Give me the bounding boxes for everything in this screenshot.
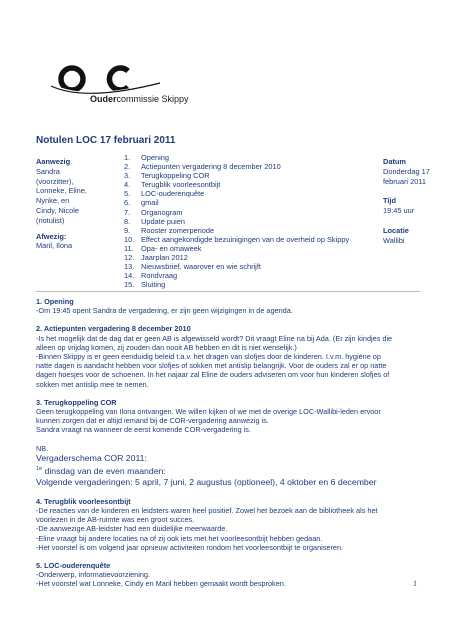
- oudercommissie-logo: [45, 62, 195, 112]
- agenda-item: 1. Opening: [124, 153, 169, 162]
- section-text: Geen terugkoppeling van Ilona ontvangen. We willen kijken of we met de overige LOC-Wallibi-leden ervoor kunnen zorgen dat er altijd iemand bij de COR-vergadering aanwezig is. Sandra vraagt na wanneer de eerst komende COR-vergadering is.: [36, 407, 381, 435]
- divider: [36, 291, 420, 292]
- section-heading: 1. Opening: [36, 297, 74, 306]
- section-text: -Onderwerp, informatievoorziening. -Het voorstel wat Lonneke, Cindy en Maril hebben gemaakt wordt besproken.: [36, 570, 286, 589]
- location-label: Locatie: [383, 225, 409, 235]
- agenda-item: 10. Effect aangekondigde bezuinigingen van de overheid op Skippy: [124, 234, 350, 244]
- agenda-item: 3. Terugkoppeling COR: [124, 171, 210, 181]
- agenda-item: 9. Rooster zomerperiode: [124, 225, 215, 235]
- agenda-item: 13. Nieuwsbrief, waarover en wie schrijft: [124, 262, 261, 272]
- agenda-item: 2. Actiepunten vergadering 8 december 2010: [124, 162, 281, 172]
- date-label: Datum: [383, 157, 406, 166]
- absent-label: Afwezig:: [36, 231, 67, 241]
- agenda-item: 11. Opa- en omaweek: [124, 243, 202, 253]
- present-list: Sandra (voorzitter), Lonneke, Eline, Nynke, en Cindy, Nicole (notulist): [36, 166, 87, 225]
- cor-schedule: Vergaderschema COR 2011: $^{1e}$ dinsdag van de even maanden: Volgende vergaderingen: 5 april, 7 juni, 2 augustus (optioneel), 4 oktober en 6 december: [36, 452, 377, 487]
- meeting-info-column: [383, 157, 449, 256]
- section-text: -De reacties van de kinderen en leidsters waren heel positief. Zowel het bezoek aan de bibliotheek als het voorlezen in de AB-ruimte was een groot succes. -De aanwezige AB-leidster had een duidelijke meerwaarde. -Eline vraagt bij andere locaties na of zij ook iets met het voorleesontbijt hebben gedaan. -Het voorstel is om volgend jaar opnieuw activiteiten rondom het voorleesontbijt te organiseren.: [36, 505, 378, 552]
- agenda-item: 5. LOC-ouderenquête: [124, 189, 205, 199]
- agenda-list: [124, 153, 349, 289]
- agenda-item: 7. Organogram: [124, 207, 183, 217]
- agenda-item: 14. Rondvraag: [124, 271, 178, 281]
- agenda-item: 8. Update puien: [124, 216, 185, 226]
- agenda-item: 12. Jaarplan 2012: [124, 253, 188, 263]
- time-value: 19:45 uur: [383, 206, 415, 216]
- agenda-item: 15. Sluiting: [124, 280, 166, 290]
- agenda-item: 6. gmail: [124, 198, 159, 208]
- document-title: Notulen LOC 17 februari 2011: [36, 135, 176, 146]
- minutes-body: [36, 297, 428, 589]
- agenda-item: 4. Terugblik voorleesontbijt: [124, 180, 221, 190]
- section-text: -Is het mogelijk dat de dag dat er geen AB is afgewisseld wordt? Dit vraagt Eline na bij Ada. (Er zijn kindjes die alleen op vrijdag komen, zij zouden dan nooit AB hebben en dit is niet wenselijk.) -Binnen Skippy is er geen eenduidig beleid t.a.v. het dragen van slofjes door de kinderen. I.v.m. hygiëne op natte dagen is aandacht hebben voor slofjes of sokken met antislip belangrijk. Voor de ouders zal er op natte dagen hoesjes voor de schoenen. In het najaar zal Eline de ouders adviseren om voor hun kinderen slofjes of sokken met antislip mee te nemen.: [36, 333, 393, 389]
- page-number: 1: [413, 579, 417, 588]
- location-value: Wallibi: [383, 235, 405, 245]
- nb-label: NB.: [36, 443, 49, 453]
- section-text: -Om 19:45 opent Sandra de vergadering, er zijn geen wijzigingen in de agenda.: [36, 306, 293, 316]
- organization-name: Oudercommissie Skippy: [90, 94, 189, 104]
- section-heading: 3. Terugkoppeling COR: [36, 397, 117, 407]
- time-label: Tijd: [383, 196, 397, 206]
- absent-list: Maril, Ilona: [36, 241, 73, 251]
- date-value: Donderdag 17 februari 2011: [383, 166, 430, 186]
- section-heading: 5. LOC-ouderenquête: [36, 560, 111, 570]
- present-label: Aanwezig: [36, 157, 71, 166]
- section-heading: 4. Terugblik voorleesontbijt: [36, 496, 131, 506]
- attendance-column: [36, 157, 116, 251]
- section-heading: 2. Actiepunten vergadering 8 december 2010: [36, 324, 191, 334]
